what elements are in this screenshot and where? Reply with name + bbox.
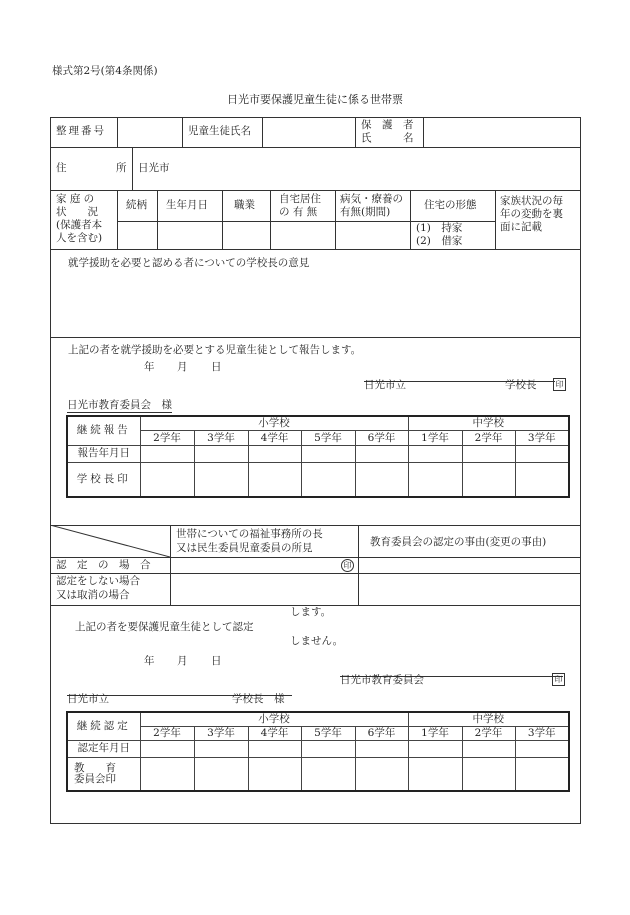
certify-option-dont: しません。	[290, 635, 344, 647]
continuation-report-table	[66, 415, 570, 498]
grid-cell[interactable]	[248, 445, 301, 462]
seal-mark: 印	[552, 673, 565, 686]
grid-cell[interactable]	[408, 445, 462, 462]
grid-cell[interactable]	[194, 462, 248, 497]
cert-date-label: 認定年月日	[67, 741, 140, 757]
elementary-header: 小学校	[140, 712, 408, 726]
illness-header: 病気・療養の	[340, 193, 403, 205]
grade-header: 3学年	[515, 726, 569, 740]
household-label: 人を含む)	[56, 232, 103, 244]
welfare-col1-header: 世帯についての福祉事務所の長	[176, 528, 323, 540]
grade-header: 3学年	[194, 726, 248, 740]
rejected-label: 認定をしない場合	[56, 575, 140, 587]
seal-mark: 印	[341, 559, 354, 572]
v-divider	[423, 117, 424, 147]
report-date-year: 年	[144, 361, 155, 373]
grid-cell[interactable]	[248, 757, 301, 791]
grid-cell[interactable]	[301, 462, 355, 497]
grid-cell[interactable]	[301, 757, 355, 791]
grid-cell[interactable]	[355, 462, 408, 497]
grid-cell[interactable]	[194, 445, 248, 462]
v-divider	[355, 117, 356, 147]
principal-seal-label: 学校長印	[67, 462, 140, 497]
grid-cell[interactable]	[408, 757, 462, 791]
form-number: 様式第2号(第4条関係)	[52, 65, 158, 77]
relation-header: 続柄	[126, 199, 147, 211]
report-addressee: 日光市教育委員会 様	[67, 399, 172, 411]
guardian-label-2: 氏 名	[361, 132, 414, 144]
family-note: 面に記載	[500, 221, 542, 233]
grade-header: 1学年	[408, 726, 462, 740]
grid-cell[interactable]	[408, 741, 462, 757]
diagonal-line	[50, 525, 170, 557]
grid-cell[interactable]	[515, 757, 569, 791]
certify-statement: 上記の者を要保護児童生徒として認定	[75, 621, 254, 633]
grade-header: 2学年	[462, 431, 515, 446]
home-header: 自宅居住	[279, 193, 321, 205]
guardian-label-1: 保 護 者	[361, 119, 414, 131]
grid-cell[interactable]	[462, 741, 515, 757]
grid-cell[interactable]	[462, 757, 515, 791]
grid-cell[interactable]	[355, 445, 408, 462]
grade-header: 2学年	[462, 726, 515, 740]
grid-cell[interactable]	[140, 445, 194, 462]
mgmt-no-label: 整理番号	[56, 125, 106, 137]
grade-header: 6学年	[355, 431, 408, 446]
grid-cell[interactable]	[515, 445, 569, 462]
family-note: 年の変動を裏	[500, 208, 563, 220]
grid-cell[interactable]	[248, 741, 301, 757]
divider	[50, 573, 581, 574]
grid-cell[interactable]	[248, 462, 301, 497]
v-divider	[222, 190, 223, 249]
household-label: 家 庭 の	[56, 193, 95, 205]
grid-cell[interactable]	[515, 462, 569, 497]
grid-cell[interactable]	[140, 757, 194, 791]
seal-mark: 印	[553, 378, 566, 391]
approved-label: 認 定 の 場 合	[56, 559, 151, 571]
to-school-prefix: 日光市立	[67, 693, 109, 705]
junior-header: 中学校	[408, 712, 569, 726]
v-divider	[117, 190, 118, 249]
divider	[50, 337, 581, 338]
birthdate-header: 生年月日	[166, 199, 208, 211]
household-label: 状 況	[56, 206, 98, 218]
v-divider	[358, 525, 359, 605]
address-label-1: 住	[56, 162, 67, 174]
household-label: (保護者本	[56, 219, 103, 231]
v-divider	[262, 117, 263, 147]
grade-header: 4学年	[248, 726, 301, 740]
grid-cell[interactable]	[194, 757, 248, 791]
principal-opinion-label: 就学援助を必要と認める者についての学校長の意見	[68, 257, 310, 269]
grade-header: 3学年	[515, 431, 569, 446]
to-principal: 学校長 様	[232, 693, 285, 705]
rejected-label: 又は取消の場合	[56, 589, 130, 601]
grade-header: 5学年	[301, 726, 355, 740]
grade-header: 1学年	[408, 431, 462, 446]
continuation-cert-table	[66, 711, 570, 792]
report-school-prefix: 日光市立	[364, 379, 406, 391]
report-date-month: 月	[177, 361, 188, 373]
divider	[50, 190, 581, 191]
grid-cell[interactable]	[140, 462, 194, 497]
v-divider	[410, 190, 411, 249]
certify-date-day: 日	[211, 655, 222, 667]
grid-cell[interactable]	[194, 741, 248, 757]
report-date-label: 報告年月日	[67, 445, 140, 462]
report-date-day: 日	[211, 361, 222, 373]
board-seal-label: 委員会印	[74, 772, 116, 785]
child-name-label: 児童生徒氏名	[188, 125, 251, 137]
grade-header: 5学年	[301, 431, 355, 446]
grid-cell[interactable]	[301, 741, 355, 757]
board-seal-label: 教 育	[74, 761, 116, 774]
divider	[50, 249, 581, 250]
v-divider	[117, 117, 118, 147]
grid-cell[interactable]	[462, 445, 515, 462]
grade-header: 2学年	[140, 726, 194, 740]
form-title: 日光市要保護児童生徒に係る世帯票	[227, 93, 403, 106]
grid-cell[interactable]	[301, 445, 355, 462]
junior-header: 中学校	[408, 416, 569, 431]
report-principal: 学校長	[505, 379, 537, 391]
divider	[50, 147, 581, 148]
housing-header: 住宅の形態	[424, 199, 477, 211]
report-statement: 上記の者を就学援助を必要とする児童生徒として報告します。	[68, 344, 362, 356]
certify-date-month: 月	[177, 655, 188, 667]
illness-header: 有無(期間)	[340, 206, 391, 218]
address-label-2: 所	[116, 162, 127, 174]
grade-header: 3学年	[194, 431, 248, 446]
v-divider	[495, 190, 496, 249]
v-divider	[335, 190, 336, 249]
report-row-label: 継続報告	[67, 416, 140, 445]
address-value: 日光市	[138, 162, 170, 174]
grid-cell[interactable]	[355, 757, 408, 791]
elementary-header: 小学校	[140, 416, 408, 431]
welfare-col1-header: 又は民生委員児童委員の所見	[176, 542, 313, 554]
grid-cell[interactable]	[408, 462, 462, 497]
grid-cell[interactable]	[462, 462, 515, 497]
grade-header: 2学年	[140, 431, 194, 446]
family-note: 家族状況の毎	[500, 195, 563, 207]
v-divider	[182, 117, 183, 147]
home-header: の 有 無	[279, 206, 318, 218]
v-divider	[170, 525, 171, 605]
housing-option: (2) 借家	[416, 235, 463, 247]
grade-header: 4学年	[248, 431, 301, 446]
grade-header: 6学年	[355, 726, 408, 740]
job-header: 職業	[234, 199, 255, 211]
v-divider	[157, 190, 158, 249]
certify-option-do: します。	[290, 606, 332, 618]
welfare-col2-header: 教育委員会の認定の事由(変更の事由)	[370, 536, 547, 548]
grid-cell[interactable]	[515, 741, 569, 757]
v-divider	[132, 147, 133, 190]
v-divider	[270, 190, 271, 249]
divider	[50, 557, 581, 558]
cert-row-label: 継続認定	[67, 712, 140, 741]
grid-cell[interactable]	[140, 741, 194, 757]
housing-option: (1) 持家	[416, 222, 463, 234]
board-name: 日光市教育委員会	[340, 674, 424, 686]
grid-cell[interactable]	[355, 741, 408, 757]
certify-date-year: 年	[144, 655, 155, 667]
